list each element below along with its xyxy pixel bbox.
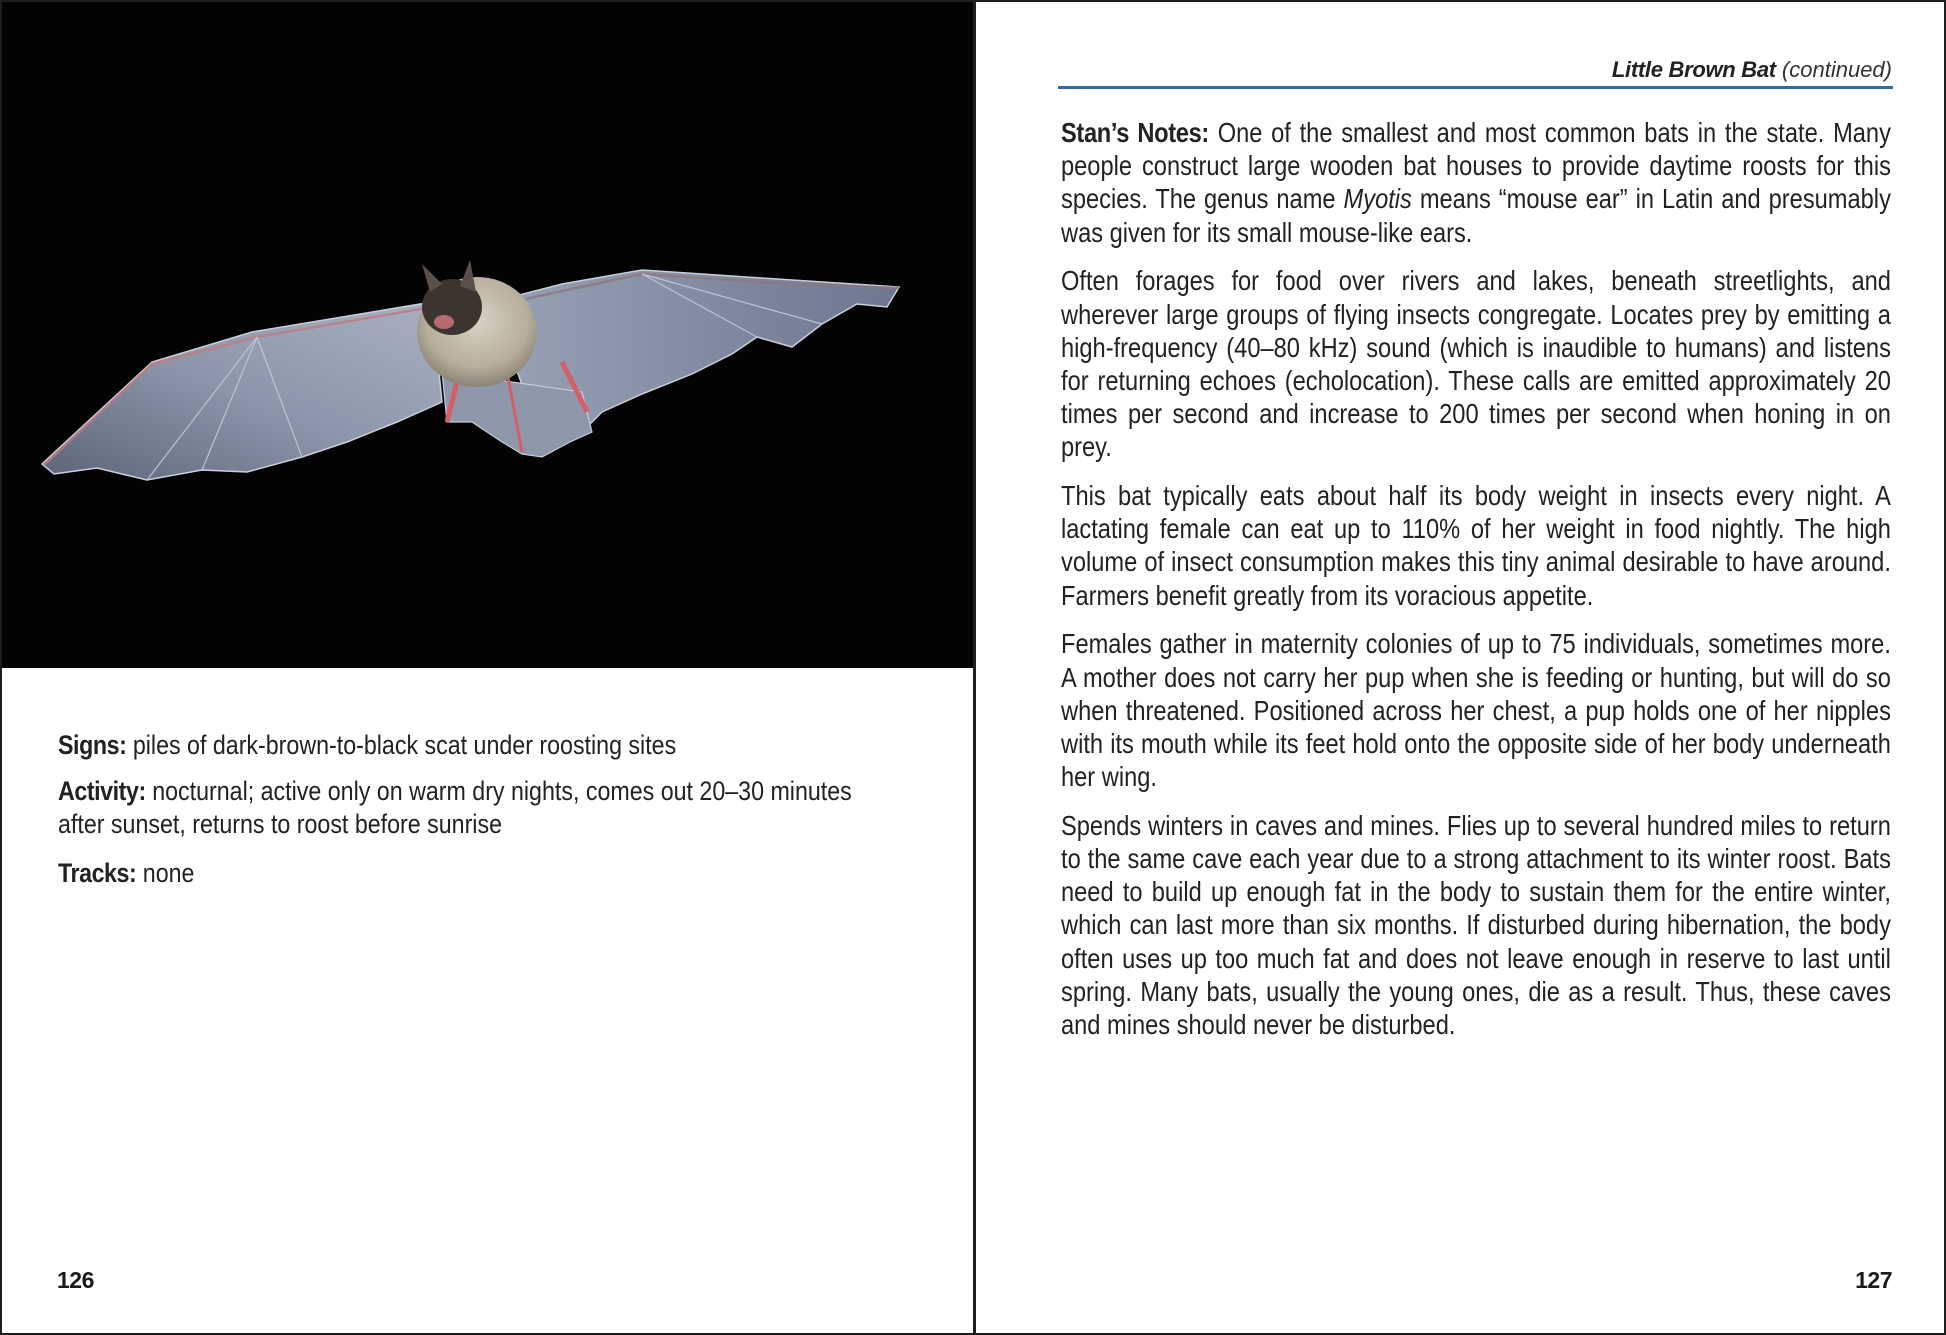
left-page <box>2 2 973 1333</box>
signs-value: piles of dark-brown-to-black scat under roosting sites <box>132 730 677 760</box>
stans-notes <box>1061 116 1891 1057</box>
notes-paragraph: Spends winters in caves and mines. Flies up to several hundred miles to return to the same cave each year due to a strong attachment to its winter roost. Bats need to build up enough fat in the body to sustain them for the entire winter, which can last more than six months. If disturbed during hibernation, the body often uses up too much fat and does not leave enough in reserve to last until spring. Many bats, usually the young ones, die as a result. Thus, these caves and mines should never be disturbed. <box>1061 809 1891 1041</box>
notes-paragraph: Females gather in maternity colonies of up to 75 individuals, sometimes more. A mother does not carry her pup when she is feeding or hunting, but will do so when threatened. Positioned across her chest, a pup holds one of her nipples with its mouth while its feet hold onto the opposite side of her body underneath her wing. <box>1061 628 1891 793</box>
genus-name: Myotis <box>1343 183 1412 215</box>
notes-p1-after: means “mouse ear” in Latin and presumably was given for its small mouse-like ears. <box>1061 183 1891 248</box>
running-head-suffix: (continued) <box>1781 57 1892 82</box>
notes-p1-before: One of the smallest and most common bats in the state. Many people construct large wooden bat houses to provide daytime roosts for this species. The genus name <box>1061 117 1891 215</box>
running-head-title: Little Brown Bat <box>1611 57 1776 82</box>
header-rule <box>1058 86 1893 89</box>
bat-illustration <box>2 2 973 668</box>
notes-paragraph <box>1061 116 1891 249</box>
signs-field <box>58 729 918 762</box>
notes-lead: Stan’s Notes: <box>1061 117 1209 148</box>
activity-value: nocturnal; active only on warm dry nights, comes out 20–30 minutes after sunset, returns to roost before sunrise <box>58 776 852 839</box>
page-number-right: 127 <box>1855 1267 1892 1293</box>
tracks-field <box>58 857 918 890</box>
activity-field <box>58 775 901 841</box>
tracks-value: none <box>142 858 195 888</box>
left-wing <box>42 302 442 480</box>
tracks-label: Tracks: <box>58 858 137 888</box>
activity-label: Activity: <box>58 776 146 806</box>
page-number-left: 126 <box>57 1267 94 1293</box>
running-head <box>1612 57 1892 83</box>
bat-photo <box>2 2 973 668</box>
notes-paragraph: This bat typically eats about half its body weight in insects every night. A lactating female can eat up to 110% of her weight in food nightly. The high volume of insect consumption makes this tiny animal desirable to have around. Farmers benefit greatly from its voracious appetite. <box>1061 480 1891 611</box>
right-page <box>976 2 1944 1333</box>
signs-label: Signs: <box>58 730 127 760</box>
notes-paragraph: Often forages for food over rivers and lakes, beneath streetlights, and wherever large groups of flying insects congregate. Locates prey by emitting a high-frequency (40–80 kHz) sound (which is inaudible to humans) and listens for returning echoes (echolocation). These calls are emitted approximately 20 times per second and increase to 200 times per second when honing in on prey. <box>1061 265 1891 463</box>
